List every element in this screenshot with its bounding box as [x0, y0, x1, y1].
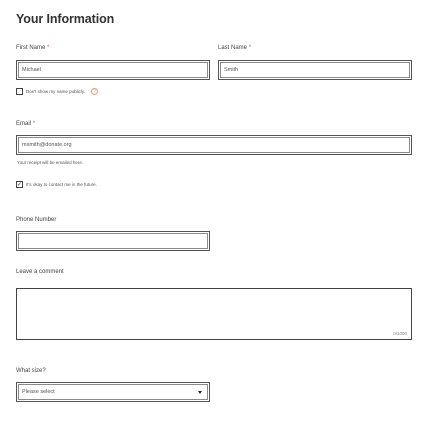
size-label: What size?: [16, 368, 46, 374]
phone-label: Phone Number: [16, 217, 57, 223]
last-name-label: Last Name *: [218, 45, 252, 51]
first-name-label: First Name *: [16, 45, 50, 51]
form-heading: Your Information: [16, 12, 115, 26]
contact-option: [16, 181, 97, 188]
required-mark: *: [248, 45, 252, 51]
first-name-value: Michael: [22, 67, 41, 73]
contact-checkbox[interactable]: ✓: [16, 181, 23, 188]
email-input[interactable]: [16, 135, 412, 155]
anonymous-checkbox[interactable]: [16, 88, 23, 95]
comment-textarea[interactable]: [16, 288, 412, 340]
required-mark: *: [32, 121, 36, 127]
comment-label: Leave a comment: [16, 269, 64, 275]
last-name-input[interactable]: [218, 60, 412, 80]
last-name-value: Smith: [224, 67, 239, 73]
email-label: Email *: [16, 121, 36, 127]
anonymous-label: Don't show my name publicly.: [26, 89, 86, 94]
question-circle-icon[interactable]: ?: [91, 88, 98, 95]
first-name-input[interactable]: [16, 60, 210, 80]
size-select[interactable]: [16, 382, 210, 402]
anonymous-option: [16, 88, 98, 95]
size-selected-value: Please select: [22, 389, 55, 395]
contact-label: It's okay to contact me in the future.: [26, 182, 97, 187]
email-value: msmith@donate.org: [22, 142, 72, 148]
comment-counter: 0/1000: [393, 331, 407, 336]
phone-input[interactable]: [16, 231, 210, 251]
required-mark: *: [47, 45, 50, 51]
caret-down-icon: [198, 391, 202, 394]
email-hint: Your receipt will be emailed here.: [17, 160, 84, 165]
